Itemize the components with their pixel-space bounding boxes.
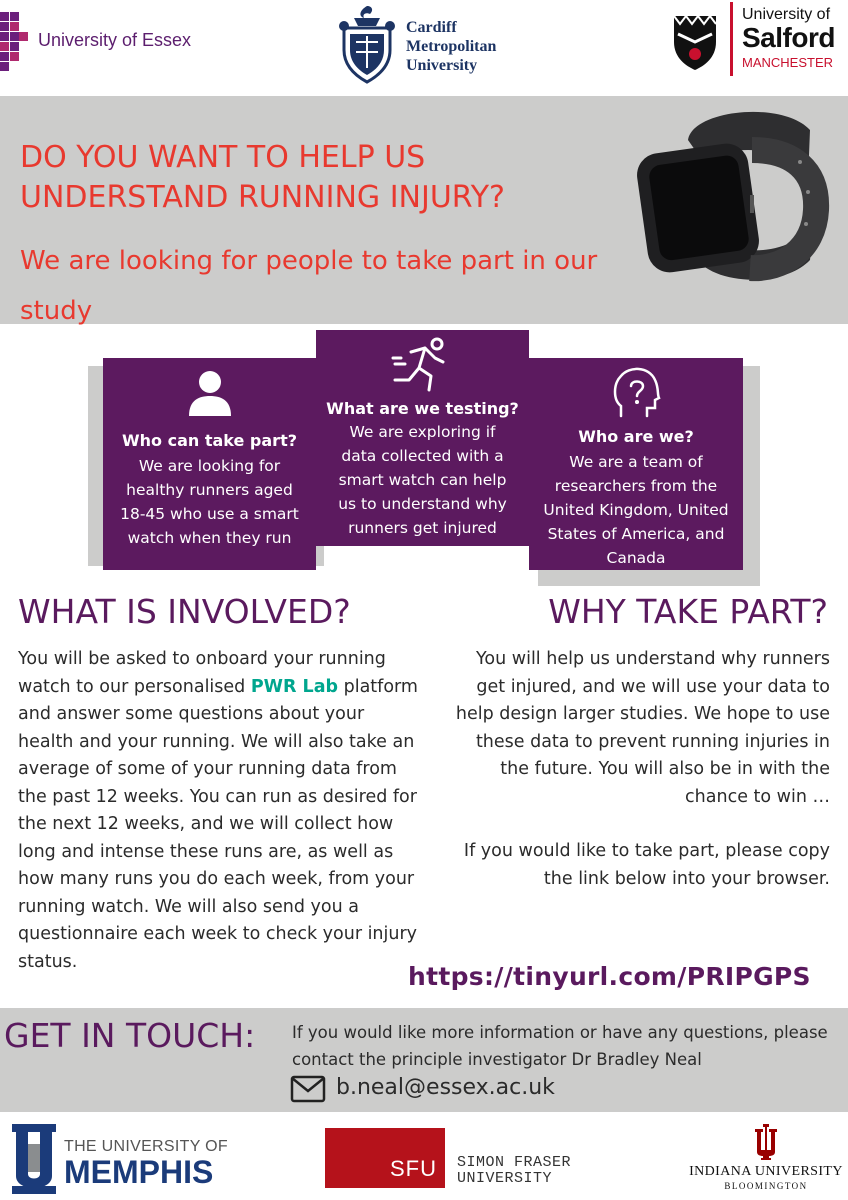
why-cta-text: If you would like to take part, please copy the link below into your browser. bbox=[463, 841, 830, 889]
sfu-line2: UNIVERSITY bbox=[457, 1170, 553, 1187]
box-title: Who are we? bbox=[578, 427, 694, 446]
salford-divider bbox=[730, 2, 733, 76]
contact-email[interactable]: b.neal@essex.ac.uk bbox=[336, 1075, 555, 1100]
cardiff-crest-icon bbox=[336, 4, 398, 84]
contact-text: If you would like more information or have any questions, please contact the principle investigator Dr Bradley Neal bbox=[292, 1023, 828, 1069]
cardiff-name: Cardiff Metropolitan University bbox=[406, 19, 497, 74]
salford-line3: MANCHESTER bbox=[742, 55, 834, 70]
box-title: Who can take part? bbox=[122, 431, 297, 450]
box-text: We are a team of researchers from the United Kingdom, United States of America, and Canada bbox=[543, 453, 729, 567]
salford-crest-icon bbox=[670, 12, 720, 72]
essex-name: University of Essex bbox=[38, 30, 192, 50]
essex-mark-icon bbox=[0, 10, 28, 74]
indiana-line1: INDIANA UNIVERSITY bbox=[689, 1164, 843, 1179]
memphis-mark-icon bbox=[12, 1124, 56, 1194]
essex-logo bbox=[0, 10, 230, 80]
cardiff-met-logo bbox=[336, 4, 516, 84]
salford-line2: Salford bbox=[742, 22, 835, 53]
envelope-icon bbox=[290, 1075, 326, 1103]
box-text: We are exploring if data collected with a smart watch can help us to understand why runners get injured bbox=[338, 423, 507, 537]
salford-line1: University of bbox=[742, 6, 831, 23]
sfu-line1: SIMON FRASER bbox=[457, 1154, 572, 1171]
smartwatch-icon bbox=[632, 100, 832, 300]
sfu-mark: SFU bbox=[325, 1128, 445, 1188]
indiana-trident-icon bbox=[753, 1124, 779, 1160]
hero-title: DO YOU WANT TO HELP US UNDERSTAND RUNNING INJURY? bbox=[20, 140, 505, 215]
info-box-who-can-take-part bbox=[103, 358, 316, 570]
memphis-logo bbox=[12, 1124, 242, 1194]
indiana-line2: BLOOMINGTON bbox=[724, 1181, 808, 1191]
sfu-logo bbox=[325, 1128, 585, 1188]
box-title: What are we testing? bbox=[326, 399, 519, 418]
person-icon bbox=[185, 368, 235, 418]
hero-subtitle: We are looking for people to take part in our study bbox=[20, 246, 598, 326]
involved-text: You will be asked to onboard your running watch to our personalised PWR Lab platform and answer some questions about your health and your running. We will also take an average of some of your running data from the past 12 weeks. You can run as desired for the next 12 weeks, and we will collect how long and intense these runs are, as well as how many runs you do each week, from your running watch. We will also send you a questionnaire each week to check your injury status. bbox=[18, 649, 418, 972]
info-box-who-are-we bbox=[529, 358, 743, 570]
signup-link[interactable]: https://tinyurl.com/PRIPGPS bbox=[408, 962, 811, 991]
salford-logo bbox=[668, 2, 848, 82]
involved-heading: WHAT IS INVOLVED? bbox=[18, 592, 351, 631]
why-text: You will help us understand why runners get injured, and we will use your data to help design larger studies. We hope to use these data to prevent running injuries in the future. You will also be in with the chance to win … bbox=[455, 649, 830, 807]
runner-icon bbox=[391, 336, 455, 392]
pwr-lab-highlight: PWR Lab bbox=[250, 676, 339, 697]
memphis-line2: MEMPHIS bbox=[64, 1154, 214, 1190]
why-heading: WHY TAKE PART? bbox=[548, 592, 828, 631]
box-text: We are looking for healthy runners aged 18-45 who use a smart watch when they run bbox=[120, 457, 299, 547]
memphis-line1: THE UNIVERSITY OF bbox=[64, 1138, 228, 1155]
question-head-icon bbox=[609, 364, 663, 424]
indiana-logo bbox=[684, 1124, 848, 1196]
info-box-what-are-we-testing bbox=[316, 330, 529, 546]
contact-heading: GET IN TOUCH: bbox=[4, 1016, 256, 1055]
